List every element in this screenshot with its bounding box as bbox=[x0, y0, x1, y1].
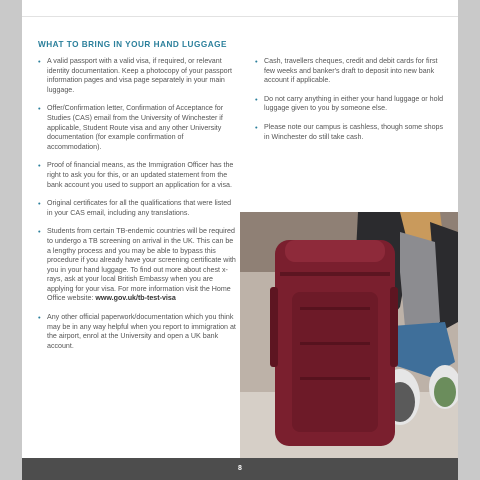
list-item bbox=[38, 227, 236, 304]
list-item bbox=[255, 57, 445, 86]
bullet-icon: • bbox=[255, 57, 258, 66]
backpack-person-illustration bbox=[240, 212, 458, 458]
list-item bbox=[255, 95, 445, 114]
bullet-icon: • bbox=[38, 57, 41, 66]
page-number: 8 bbox=[238, 465, 242, 472]
document-page bbox=[22, 0, 458, 480]
left-bullet-list bbox=[38, 57, 236, 360]
list-item-text: Cash, travellers cheques, credit and debit cards for first few weeks and banker's draft to deposit into new bank account if applicable. bbox=[264, 57, 438, 85]
list-item bbox=[38, 161, 236, 190]
list-item-text: Any other official paperwork/documentation which you think may be in any way helpful when you report to immigration at the airport, enrol at the University and open a UK bank account. bbox=[47, 313, 236, 350]
page-top-border bbox=[22, 16, 458, 17]
list-item-text: Please note our campus is cashless, though some shops in Winchester do still take cash. bbox=[264, 122, 444, 141]
bullet-icon: • bbox=[38, 227, 41, 237]
list-item-text: A valid passport with a valid visa, if required, or relevant identity documentation. Keep a photocopy of your passport information pages and visa page separately in your main luggage. bbox=[47, 57, 232, 94]
list-item-text: Offer/Confirmation letter, Confirmation of Acceptance for Studies (CAS) email from the University of Winchester if applicable, Student Route visa and any other University documentation (for example confirmation of accommodation). bbox=[47, 104, 224, 151]
list-item bbox=[38, 199, 236, 218]
list-item bbox=[38, 57, 236, 95]
list-item bbox=[38, 104, 236, 152]
bullet-icon: • bbox=[38, 104, 41, 114]
list-item bbox=[255, 123, 445, 142]
bullet-icon: • bbox=[38, 161, 41, 171]
section-heading: WHAT TO BRING IN YOUR HAND LUGGAGE bbox=[38, 40, 227, 49]
right-bullet-list bbox=[255, 57, 445, 151]
tb-test-link[interactable]: www.gov.uk/tb-test-visa bbox=[95, 294, 176, 303]
backpack-photo bbox=[240, 212, 458, 458]
list-item bbox=[38, 313, 236, 351]
list-item-text: Students from certain TB-endemic countries will be required to undergo a TB screening on arrival in the UK. This can be a lengthy process and you may be able to bypass this procedure if you already have your screening certificate with you in your hand luggage. To find out more about chest x-rays, ask at your local British Embassy when you are applying for your visa. For more information visit the Home Office website: bbox=[47, 227, 236, 303]
bullet-icon: • bbox=[38, 199, 41, 209]
bullet-icon: • bbox=[255, 122, 258, 132]
list-item-text: Do not carry anything in either your hand luggage or hold luggage given to you by someone else. bbox=[264, 94, 444, 113]
list-item-text: Original certificates for all the qualifications that were listed in your CAS email, including any translations. bbox=[47, 199, 232, 217]
bullet-icon: • bbox=[255, 94, 258, 104]
list-item-text: Proof of financial means, as the Immigration Officer has the right to ask you for this, or an updated statement from the bank account you used to support an application for a visa. bbox=[47, 161, 234, 189]
bullet-icon: • bbox=[38, 313, 41, 323]
